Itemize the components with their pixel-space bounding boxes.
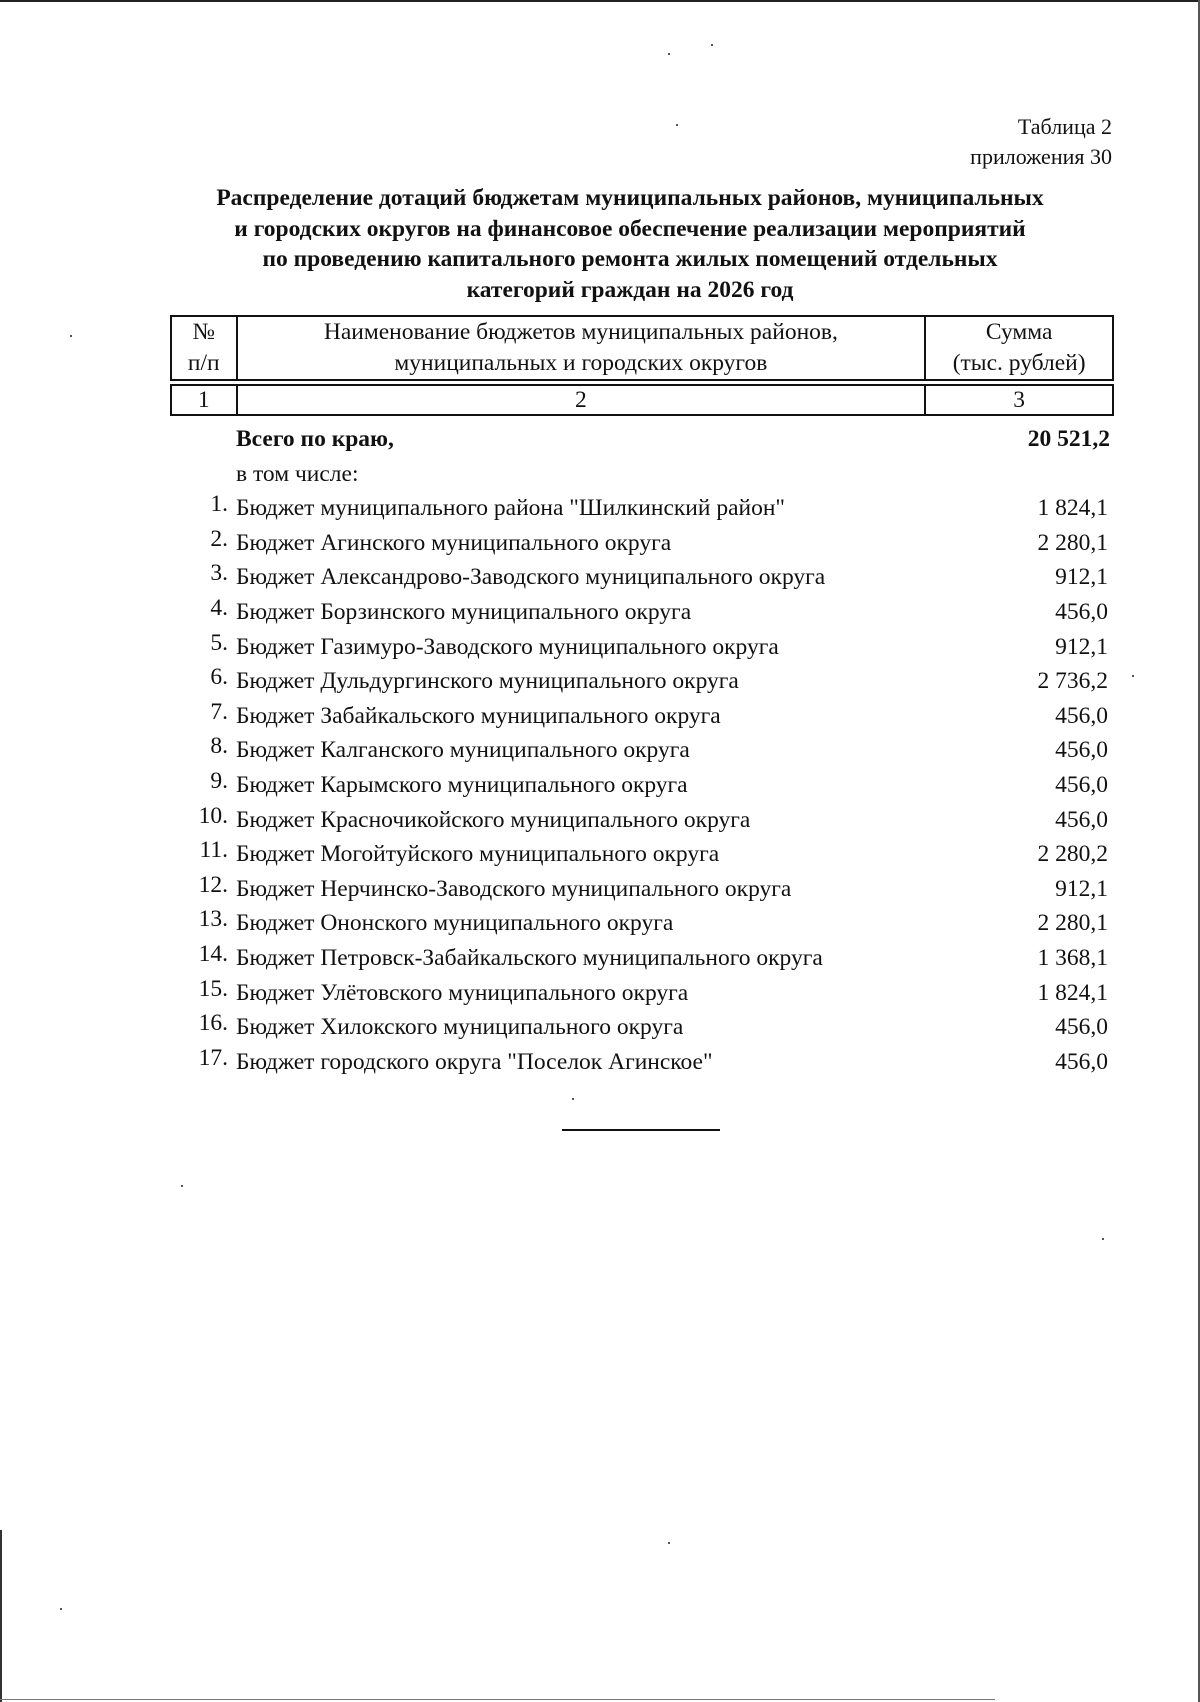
row-number: 8. [210, 733, 228, 760]
row-budget-name: Бюджет Нерчинско-Заводского муниципального округа [236, 875, 792, 902]
row-amount: 1 824,1 [1037, 495, 1108, 522]
row-number: 9. [210, 767, 228, 794]
row-number: 13. [198, 906, 228, 933]
document-title [150, 183, 1110, 305]
row-amount: 2 280,1 [1037, 910, 1108, 937]
table-row [170, 768, 1114, 803]
scan-top-border [0, 0, 1200, 2]
total-row [170, 422, 1114, 457]
table-row [170, 906, 1114, 941]
row-budget-name: Бюджет Красночикойского муниципального округа [236, 806, 751, 833]
row-budget-name: Бюджет Калганского муниципального округа [236, 737, 690, 764]
table-row [170, 837, 1114, 872]
row-number: 2. [210, 525, 228, 552]
header-sum-line1: Сумма [985, 319, 1053, 345]
row-budget-name: Бюджет Газимуро-Заводского муниципального округа [236, 633, 779, 660]
row-budget-name: Бюджет Петровск-Забайкальского муниципального округа [236, 944, 823, 971]
row-budget-name: Бюджет Борзинского муниципального округа [236, 598, 692, 625]
scan-speck [711, 44, 713, 46]
row-amount: 456,0 [1055, 771, 1108, 798]
row-number: 7. [210, 698, 228, 725]
title-line: Распределение дотаций бюджетам муниципальных районов, муниципальных [216, 185, 1044, 211]
row-amount: 456,0 [1055, 806, 1108, 833]
table-row [170, 941, 1114, 976]
caption-line: приложения 30 [970, 144, 1112, 169]
column-number-row [171, 385, 1113, 415]
row-number: 14. [198, 940, 228, 967]
row-budget-name: Бюджет Дульдургинского муниципального округа [236, 668, 739, 695]
table-row [170, 630, 1114, 665]
table-row [170, 733, 1114, 768]
row-amount: 912,1 [1055, 564, 1108, 591]
scan-speck [1132, 675, 1134, 677]
scan-speck [1102, 1238, 1104, 1240]
row-amount: 912,1 [1055, 875, 1108, 902]
row-number: 11. [199, 837, 228, 864]
header-name [237, 316, 926, 380]
row-amount: 456,0 [1055, 598, 1108, 625]
scan-speck [668, 1542, 670, 1544]
scan-speck [572, 1098, 574, 1100]
header-sum [925, 316, 1113, 380]
scan-speck [60, 1608, 62, 1610]
table-row [170, 1045, 1114, 1080]
row-number: 17. [198, 1044, 228, 1071]
row-amount: 456,0 [1055, 737, 1108, 764]
row-number: 1. [210, 491, 228, 518]
row-budget-name: Бюджет городского округа "Поселок Агинское" [236, 1048, 713, 1075]
table-header [170, 315, 1114, 416]
header-num-line1: № [192, 319, 215, 345]
row-amount: 456,0 [1055, 1014, 1108, 1041]
table-body [170, 422, 1114, 1079]
row-amount: 2 280,2 [1037, 841, 1108, 868]
row-amount: 2 280,1 [1037, 529, 1108, 556]
title-line: категорий граждан на 2026 год [466, 276, 794, 303]
table-row [170, 1010, 1114, 1045]
caption-line: Таблица 2 [1017, 114, 1112, 139]
header-sum-line2: (тыс. рублей) [952, 350, 1086, 376]
row-number: 6. [210, 664, 228, 691]
row-budget-name: Бюджет Могойтуйского муниципального округа [236, 841, 720, 868]
table-row [170, 560, 1114, 595]
row-amount: 912,1 [1055, 633, 1108, 660]
table-row [170, 664, 1114, 699]
row-number: 10. [198, 802, 228, 829]
header-name-line1: Наименование бюджетов муниципальных районов, [323, 319, 838, 345]
row-number: 12. [198, 871, 228, 898]
row-budget-name: Бюджет муниципального района "Шилкинский район" [236, 495, 786, 522]
table-row [170, 803, 1114, 838]
row-budget-name: Бюджет Александрово-Заводского муниципального округа [236, 564, 826, 591]
scan-speck [70, 335, 72, 337]
header-num [171, 316, 237, 380]
table-row [170, 872, 1114, 907]
row-budget-name: Бюджет Агинского муниципального округа [236, 529, 672, 556]
row-budget-name: Бюджет Улётовского муниципального округа [236, 979, 689, 1006]
column-number: 2 [237, 385, 926, 415]
table-row [170, 491, 1114, 526]
table-caption [970, 112, 1112, 172]
table-row [170, 976, 1114, 1011]
row-amount: 2 736,2 [1037, 668, 1108, 695]
row-amount: 456,0 [1055, 702, 1108, 729]
row-number: 15. [198, 975, 228, 1002]
header-name-line2: муниципальных и городских округов [394, 350, 768, 376]
row-amount: 456,0 [1055, 1048, 1108, 1075]
header-num-line2: п/п [187, 350, 220, 376]
table-row [170, 699, 1114, 734]
including-label: в том числе: [236, 460, 359, 487]
title-line: по проведению капитального ремонта жилых помещений отдельных [262, 246, 998, 272]
header-row [171, 316, 1113, 380]
row-budget-name: Бюджет Карымского муниципального округа [236, 771, 688, 798]
column-number: 3 [925, 385, 1113, 415]
row-number: 4. [210, 594, 228, 621]
row-number: 16. [198, 1010, 228, 1037]
row-number: 3. [210, 560, 228, 587]
total-label: Всего по краю, [236, 426, 394, 452]
including-row [170, 457, 1114, 492]
end-separator-line [562, 1129, 720, 1131]
row-budget-name: Бюджет Ононского муниципального округа [236, 910, 674, 937]
column-number: 1 [171, 385, 237, 415]
scan-speck [668, 53, 670, 55]
row-amount: 1 824,1 [1037, 979, 1108, 1006]
row-budget-name: Бюджет Забайкальского муниципального округа [236, 702, 721, 729]
scan-bottom-border [0, 1699, 995, 1700]
row-budget-name: Бюджет Хилокского муниципального округа [236, 1014, 684, 1041]
table-row [170, 595, 1114, 630]
total-value: 20 521,2 [1027, 426, 1110, 452]
table-row [170, 526, 1114, 561]
title-line: и городских округов на финансовое обеспечение реализации мероприятий [234, 215, 1026, 242]
scan-speck [181, 1185, 183, 1187]
scan-speck [676, 124, 678, 126]
row-amount: 1 368,1 [1037, 944, 1108, 971]
scan-left-border [0, 1530, 2, 1702]
row-number: 5. [210, 629, 228, 656]
